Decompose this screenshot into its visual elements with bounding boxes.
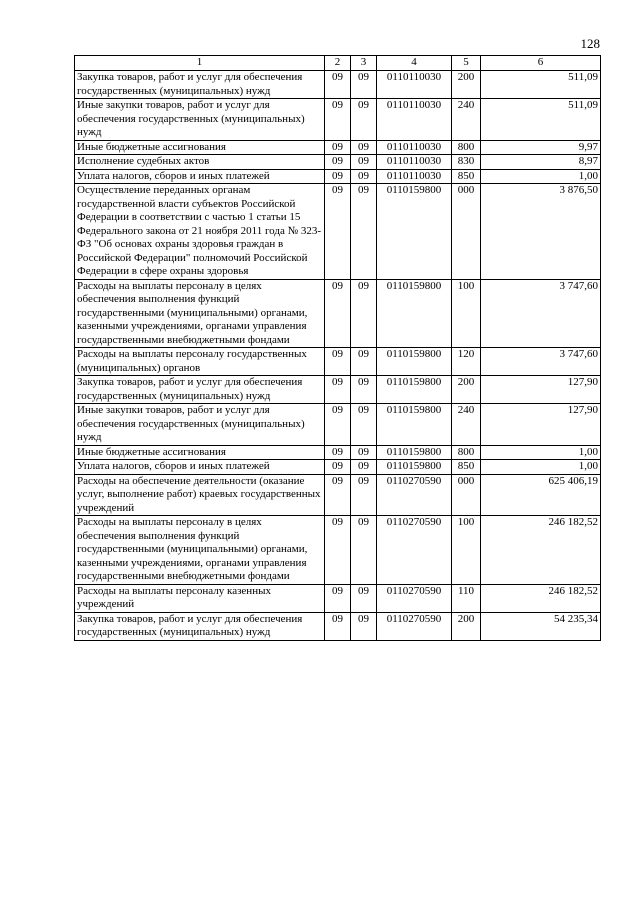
target-article-cell: 0110110030	[377, 71, 452, 99]
header-col-4: 4	[377, 56, 452, 71]
subsection-code-cell: 09	[351, 184, 377, 280]
target-article-cell: 0110159800	[377, 184, 452, 280]
expense-type-cell: 850	[452, 169, 481, 184]
table-row	[75, 71, 601, 99]
table-row	[75, 155, 601, 170]
subsection-code-cell: 09	[351, 516, 377, 585]
expense-name-cell: Расходы на выплаты персоналу государственных (муниципальных) органов	[75, 348, 325, 376]
table-row	[75, 140, 601, 155]
section-code-cell: 09	[325, 445, 351, 460]
subsection-code-cell: 09	[351, 279, 377, 348]
amount-cell: 511,09	[481, 71, 601, 99]
target-article-cell: 0110110030	[377, 155, 452, 170]
section-code-cell: 09	[325, 140, 351, 155]
target-article-cell: 0110159800	[377, 348, 452, 376]
table-row	[75, 474, 601, 516]
table-row	[75, 279, 601, 348]
header-row	[75, 56, 601, 71]
subsection-code-cell: 09	[351, 612, 377, 640]
expense-name-cell: Расходы на выплаты персоналу в целях обеспечения выполнения функций государственными (муниципальными) органами, казенными учреждениями, органами управления государственными внебюджетными фондами	[75, 516, 325, 585]
expense-type-cell: 120	[452, 348, 481, 376]
expense-type-cell: 000	[452, 474, 481, 516]
header-col-1: 1	[75, 56, 325, 71]
table-body	[75, 71, 601, 641]
section-code-cell: 09	[325, 404, 351, 446]
expense-type-cell: 200	[452, 612, 481, 640]
amount-cell: 246 182,52	[481, 584, 601, 612]
amount-cell: 3 747,60	[481, 348, 601, 376]
expense-name-cell: Расходы на выплаты персоналу в целях обеспечения выполнения функций государственными (муниципальными) органами, казенными учреждениями, органами управления государственными внебюджетными фондами	[75, 279, 325, 348]
subsection-code-cell: 09	[351, 71, 377, 99]
section-code-cell: 09	[325, 279, 351, 348]
amount-cell: 3 876,50	[481, 184, 601, 280]
target-article-cell: 0110159800	[377, 445, 452, 460]
subsection-code-cell: 09	[351, 445, 377, 460]
amount-cell: 54 235,34	[481, 612, 601, 640]
amount-cell: 3 747,60	[481, 279, 601, 348]
section-code-cell: 09	[325, 376, 351, 404]
target-article-cell: 0110270590	[377, 516, 452, 585]
subsection-code-cell: 09	[351, 460, 377, 475]
target-article-cell: 0110159800	[377, 460, 452, 475]
table-row	[75, 99, 601, 141]
expense-name-cell: Расходы на обеспечение деятельности (оказание услуг, выполнение работ) краевых государственных учреждений	[75, 474, 325, 516]
target-article-cell: 0110159800	[377, 404, 452, 446]
table-header	[75, 56, 601, 71]
table-row	[75, 169, 601, 184]
expense-type-cell: 800	[452, 140, 481, 155]
section-code-cell: 09	[325, 516, 351, 585]
table-row	[75, 460, 601, 475]
expense-type-cell: 100	[452, 279, 481, 348]
section-code-cell: 09	[325, 584, 351, 612]
expense-type-cell: 110	[452, 584, 481, 612]
expense-type-cell: 850	[452, 460, 481, 475]
target-article-cell: 0110159800	[377, 279, 452, 348]
subsection-code-cell: 09	[351, 584, 377, 612]
subsection-code-cell: 09	[351, 376, 377, 404]
amount-cell: 246 182,52	[481, 516, 601, 585]
header-col-2: 2	[325, 56, 351, 71]
subsection-code-cell: 09	[351, 99, 377, 141]
expense-name-cell: Уплата налогов, сборов и иных платежей	[75, 169, 325, 184]
target-article-cell: 0110110030	[377, 169, 452, 184]
table-row	[75, 445, 601, 460]
subsection-code-cell: 09	[351, 169, 377, 184]
expense-type-cell: 100	[452, 516, 481, 585]
section-code-cell: 09	[325, 460, 351, 475]
expense-name-cell: Уплата налогов, сборов и иных платежей	[75, 460, 325, 475]
target-article-cell: 0110110030	[377, 99, 452, 141]
budget-table	[74, 55, 601, 641]
expense-name-cell: Расходы на выплаты персоналу казенных учреждений	[75, 584, 325, 612]
header-col-6: 6	[481, 56, 601, 71]
section-code-cell: 09	[325, 99, 351, 141]
page-number: 128	[580, 36, 600, 51]
section-code-cell: 09	[325, 474, 351, 516]
section-code-cell: 09	[325, 169, 351, 184]
amount-cell: 1,00	[481, 460, 601, 475]
amount-cell: 1,00	[481, 445, 601, 460]
table-row	[75, 404, 601, 446]
subsection-code-cell: 09	[351, 404, 377, 446]
section-code-cell: 09	[325, 71, 351, 99]
subsection-code-cell: 09	[351, 140, 377, 155]
expense-type-cell: 000	[452, 184, 481, 280]
target-article-cell: 0110159800	[377, 376, 452, 404]
amount-cell: 8,97	[481, 155, 601, 170]
expense-name-cell: Закупка товаров, работ и услуг для обеспечения государственных (муниципальных) нужд	[75, 376, 325, 404]
section-code-cell: 09	[325, 184, 351, 280]
amount-cell: 511,09	[481, 99, 601, 141]
amount-cell: 127,90	[481, 404, 601, 446]
target-article-cell: 0110270590	[377, 612, 452, 640]
subsection-code-cell: 09	[351, 474, 377, 516]
table-row	[75, 348, 601, 376]
table-row	[75, 612, 601, 640]
expense-type-cell: 800	[452, 445, 481, 460]
expense-name-cell: Осуществление переданных органам государственной власти субъектов Российской Федерации в соответствии с частью 1 статьи 15 Федерального закона от 21 ноября 2011 года № 323-ФЗ "Об основах охраны здоровья граждан в Российской Федерации" полномочий Российской Федерации в сфере охраны здоровья	[75, 184, 325, 280]
amount-cell: 9,97	[481, 140, 601, 155]
subsection-code-cell: 09	[351, 348, 377, 376]
amount-cell: 127,90	[481, 376, 601, 404]
target-article-cell: 0110270590	[377, 584, 452, 612]
header-col-5: 5	[452, 56, 481, 71]
expense-type-cell: 200	[452, 71, 481, 99]
subsection-code-cell: 09	[351, 155, 377, 170]
expense-name-cell: Иные бюджетные ассигнования	[75, 140, 325, 155]
header-col-3: 3	[351, 56, 377, 71]
section-code-cell: 09	[325, 348, 351, 376]
target-article-cell: 0110270590	[377, 474, 452, 516]
amount-cell: 1,00	[481, 169, 601, 184]
section-code-cell: 09	[325, 155, 351, 170]
table-row	[75, 376, 601, 404]
expense-name-cell: Исполнение судебных актов	[75, 155, 325, 170]
table-row	[75, 184, 601, 280]
table-row	[75, 516, 601, 585]
section-code-cell: 09	[325, 612, 351, 640]
expense-name-cell: Закупка товаров, работ и услуг для обеспечения государственных (муниципальных) нужд	[75, 612, 325, 640]
expense-name-cell: Иные закупки товаров, работ и услуг для обеспечения государственных (муниципальных) нужд	[75, 404, 325, 446]
expense-type-cell: 240	[452, 404, 481, 446]
expense-type-cell: 200	[452, 376, 481, 404]
target-article-cell: 0110110030	[377, 140, 452, 155]
amount-cell: 625 406,19	[481, 474, 601, 516]
table-row	[75, 584, 601, 612]
expense-name-cell: Иные бюджетные ассигнования	[75, 445, 325, 460]
expense-name-cell: Закупка товаров, работ и услуг для обеспечения государственных (муниципальных) нужд	[75, 71, 325, 99]
expense-name-cell: Иные закупки товаров, работ и услуг для обеспечения государственных (муниципальных) нужд	[75, 99, 325, 141]
expense-type-cell: 240	[452, 99, 481, 141]
expense-type-cell: 830	[452, 155, 481, 170]
